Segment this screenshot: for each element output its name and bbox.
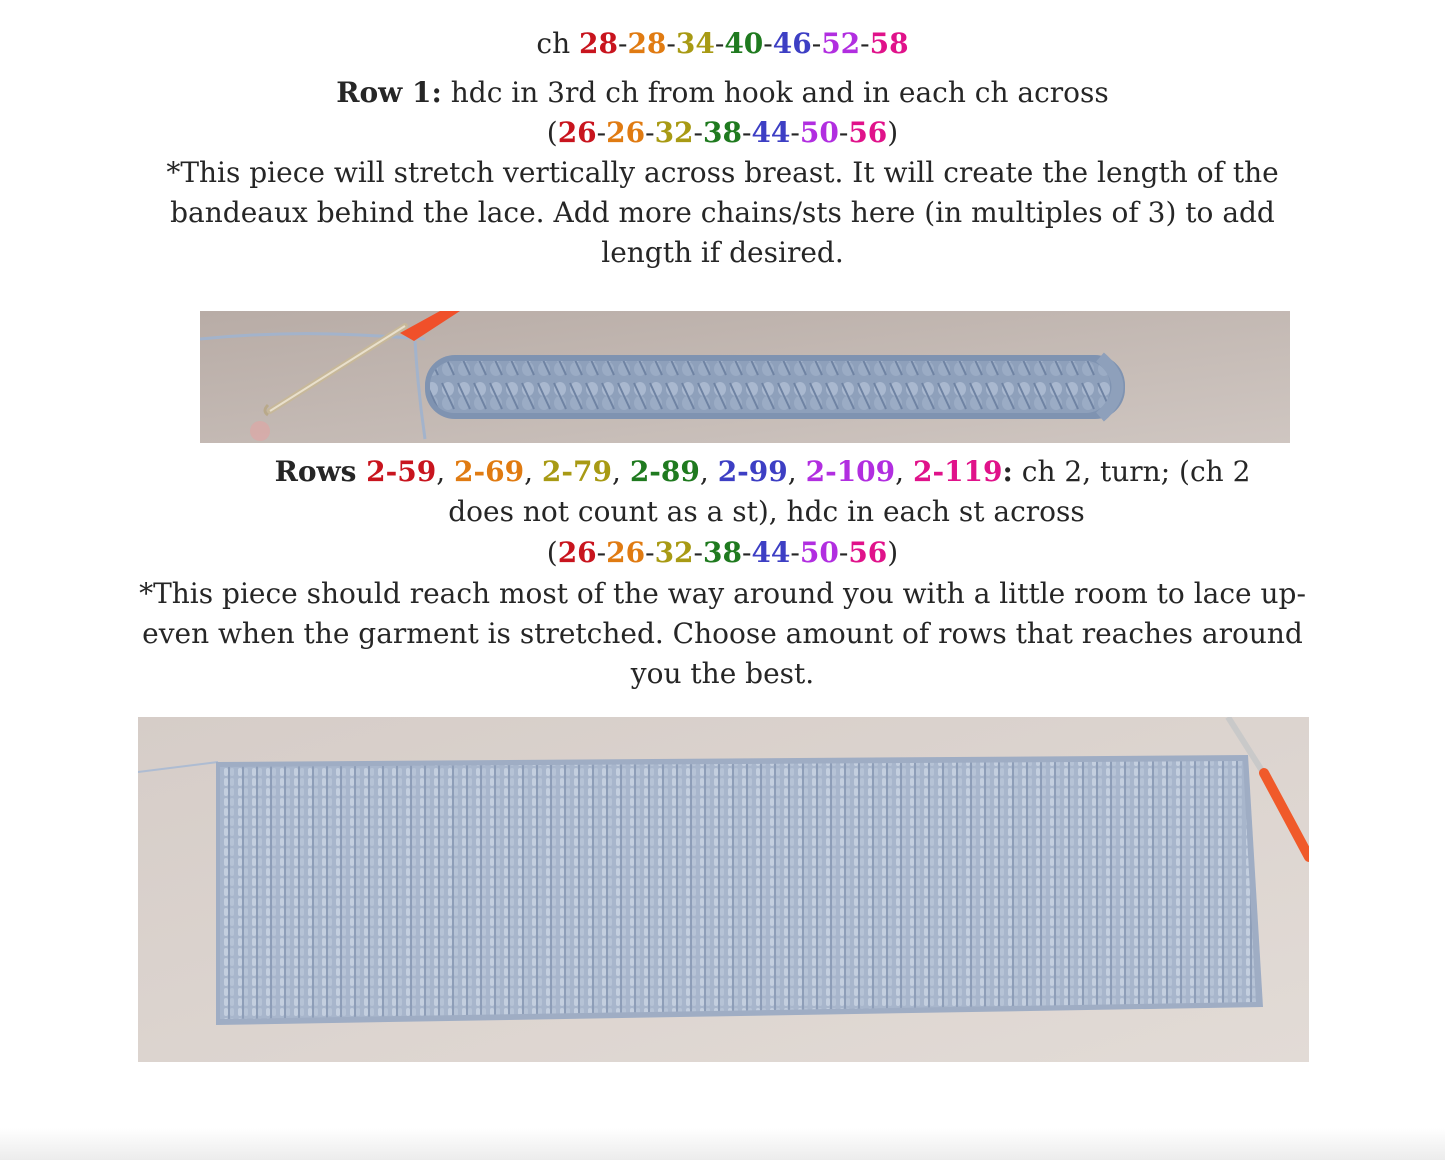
row1-stitch-counts: (26-26-32-38-44-50-56) xyxy=(546,116,899,149)
row1-stitches-photo xyxy=(200,311,1290,443)
rows2-text-line-2: does not count as a st), hdc in each st across xyxy=(448,495,1085,528)
chain-count-line: ch 28-28-34-40-46-52-58 xyxy=(536,27,909,60)
chain-prefix: ch xyxy=(536,27,580,60)
note2-line-1: *This piece should reach most of the way around you with a little room to lace up- xyxy=(139,577,1306,610)
chain-size-7: 58 xyxy=(869,27,909,60)
rows2-label: Rows xyxy=(274,455,367,488)
row1-size-5: 44 xyxy=(751,116,791,149)
row1-size-6: 50 xyxy=(799,116,839,149)
rows2-size-3: 32 xyxy=(654,536,694,569)
row1-size-4: 38 xyxy=(703,116,742,149)
finished-band-photo xyxy=(138,717,1309,1062)
chain-size-4: 40 xyxy=(724,27,764,60)
chain-size-3: 34 xyxy=(675,27,715,60)
rows2-range-2: 2-69 xyxy=(454,455,525,488)
chain-size-5: 46 xyxy=(772,27,812,60)
rows2-size-5: 44 xyxy=(751,536,791,569)
rows2-range-3: 2-79 xyxy=(541,455,612,488)
rows2-range-7: 2-119 xyxy=(912,455,1003,488)
row1-size-3: 32 xyxy=(654,116,694,149)
rows2-size-7: 56 xyxy=(848,536,888,569)
row1-size-7: 56 xyxy=(848,116,888,149)
rows2-size-4: 38 xyxy=(703,536,742,569)
rows2-text-1: ch 2, turn; (ch 2 xyxy=(1012,455,1251,488)
row1-size-1: 26 xyxy=(557,116,597,149)
row1-instruction xyxy=(0,73,1445,113)
page-bottom-edge xyxy=(0,1128,1445,1160)
row1-text: hdc in 3rd ch from hook and in each ch across xyxy=(441,76,1109,109)
rows2-range-1: 2-59 xyxy=(366,455,437,488)
rows2-size-6: 50 xyxy=(799,536,839,569)
chain-size-1: 28 xyxy=(579,27,618,60)
note2-line-2: even when the garment is stretched. Choose amount of rows that reaches around xyxy=(142,617,1303,650)
rows2-stitch-counts: (26-26-32-38-44-50-56) xyxy=(546,536,899,569)
row1-size-2: 26 xyxy=(606,116,646,149)
note1-line-2: bandeaux behind the lace. Add more chains/sts here (in multiples of 3) to add xyxy=(170,196,1275,229)
rows2-range-5: 2-99 xyxy=(717,455,788,488)
note1-line-3: length if desired. xyxy=(601,236,844,269)
row1-label: Row 1: xyxy=(336,76,442,109)
rows2-size-2: 26 xyxy=(606,536,646,569)
rows2-size-1: 26 xyxy=(557,536,597,569)
note1-line-1: *This piece will stretch vertically across breast. It will create the length of the xyxy=(166,156,1279,189)
rows2-range-4: 2-89 xyxy=(629,455,700,488)
chain-size-2: 28 xyxy=(627,27,667,60)
rows2-instruction: Rows 2-59, 2-69, 2-79, 2-89, 2-99, 2-109, 2-119: ch 2, turn; (ch 2 xyxy=(274,455,1251,488)
chain-size-6: 52 xyxy=(821,27,861,60)
note2-line-3: you the best. xyxy=(630,657,815,690)
rows2-range-6: 2-109 xyxy=(805,455,896,488)
